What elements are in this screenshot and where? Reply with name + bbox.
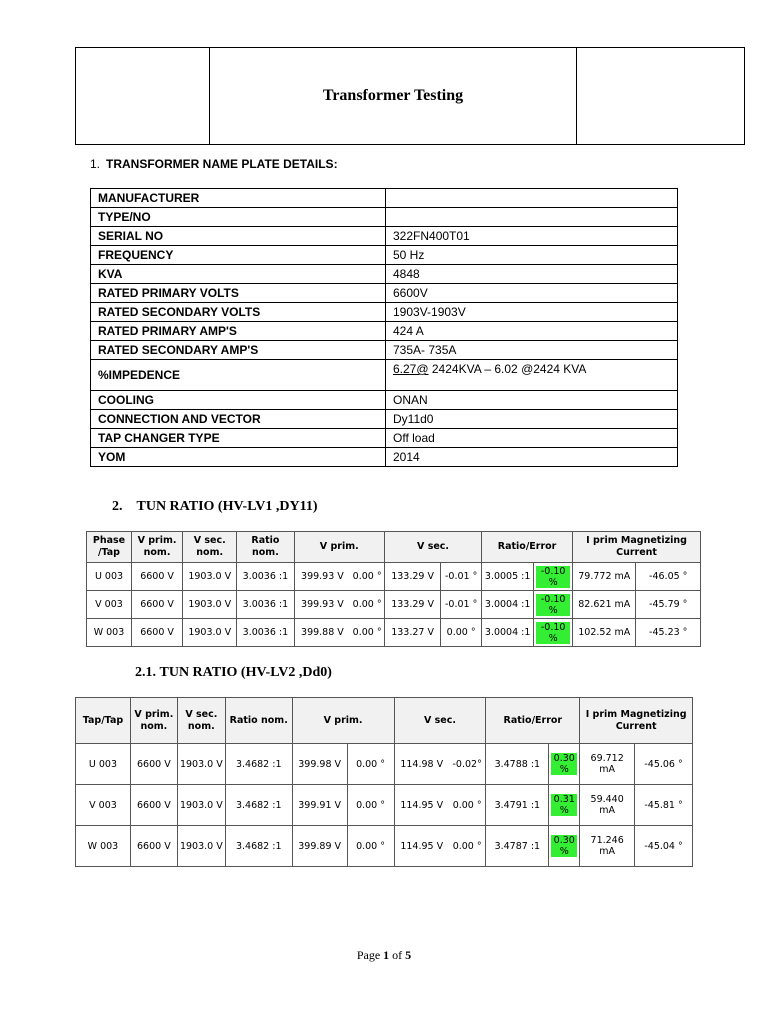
nameplate-label: RATED SECONDARY AMP'S — [91, 341, 386, 360]
cell-v-sec-angle: -0.01 ° — [441, 563, 482, 591]
nameplate-value: 735A- 735A — [386, 341, 678, 360]
cell-v-prim-nom: 6600 V — [130, 785, 177, 826]
cell-ratio-nom: 3.4682 :1 — [225, 826, 292, 867]
col-header-v-prim: V prim. — [294, 532, 384, 563]
nameplate-value: ONAN — [386, 391, 678, 410]
nameplate-label: RATED PRIMARY VOLTS — [91, 284, 386, 303]
nameplate-value: 2014 — [386, 448, 678, 467]
section-1-title: TRANSFORMER NAME PLATE DETAILS: — [106, 157, 338, 171]
turns-ratio-table-lv1 — [86, 531, 701, 647]
cell-v-prim-angle: 0.00 ° — [347, 785, 394, 826]
section-1-number: 1. — [90, 157, 101, 171]
nameplate-row — [91, 391, 678, 410]
cell-i-prim-angle: -45.04 ° — [635, 826, 693, 867]
nameplate-row — [91, 429, 678, 448]
cell-ratio: 3.4791 :1 — [486, 785, 549, 826]
cell-v-prim-nom: 6600 V — [131, 563, 182, 591]
cell-tap: V 003 — [76, 785, 131, 826]
table-row — [76, 826, 693, 867]
nameplate-label: FREQUENCY — [91, 246, 386, 265]
nameplate-value: Off load — [386, 429, 678, 448]
cell-v-sec: 114.95 V — [394, 785, 449, 826]
table-header-row — [76, 698, 693, 744]
cell-ratio-nom: 3.0036 :1 — [237, 591, 294, 619]
nameplate-label: TAP CHANGER TYPE — [91, 429, 386, 448]
nameplate-row — [91, 303, 678, 322]
footer-page-current: 1 — [383, 948, 390, 962]
col-header-i-prim: I prim Magnetizing Current — [580, 698, 693, 744]
cell-v-sec: 133.29 V — [384, 591, 440, 619]
col-header-v-sec-nom: V sec. nom. — [183, 532, 237, 563]
cell-v-sec-angle: 0.00 ° — [449, 826, 486, 867]
cell-error — [549, 785, 580, 826]
cell-i-prim: 102.52 mA — [573, 619, 636, 647]
nameplate-label: YOM — [91, 448, 386, 467]
nameplate-label: RATED SECONDARY VOLTS — [91, 303, 386, 322]
error-highlight: 0.30 % — [551, 835, 577, 857]
col-header-v-sec-nom: V sec. nom. — [177, 698, 225, 744]
cell-i-prim-angle: -45.06 ° — [635, 744, 693, 785]
cell-ratio: 3.0004 :1 — [482, 619, 534, 647]
nameplate-value: 1903V-1903V — [386, 303, 678, 322]
cell-v-prim-nom: 6600 V — [131, 591, 182, 619]
cell-v-sec-nom: 1903.0 V — [183, 563, 237, 591]
impedance-value-rest: 2424KVA – 6.02 @2424 KVA — [428, 362, 587, 376]
footer-page-word: Page — [356, 948, 381, 962]
error-highlight: 0.30 % — [551, 753, 577, 775]
footer-page-total: 5 — [405, 948, 412, 962]
cell-i-prim-angle: -45.79 ° — [636, 591, 701, 619]
cell-i-prim-angle: -45.23 ° — [636, 619, 701, 647]
cell-v-prim-angle: 0.00 ° — [350, 591, 384, 619]
cell-v-prim-angle: 0.00 ° — [347, 744, 394, 785]
nameplate-value — [386, 208, 678, 227]
nameplate-row — [91, 208, 678, 227]
cell-v-sec-nom: 1903.0 V — [177, 826, 225, 867]
cell-i-prim: 71.246 mA — [580, 826, 635, 867]
error-highlight: -0.10 % — [536, 622, 570, 644]
section-2-heading: 2. TUN RATIO (HV-LV1 ,DY11) — [112, 499, 318, 514]
nameplate-label: MANUFACTURER — [91, 189, 386, 208]
nameplate-row — [91, 227, 678, 246]
cell-v-sec-angle: 0.00 ° — [441, 619, 482, 647]
cell-ratio-nom: 3.0036 :1 — [237, 563, 294, 591]
cell-v-prim-angle: 0.00 ° — [350, 619, 384, 647]
cell-i-prim-angle: -45.81 ° — [635, 785, 693, 826]
nameplate-row — [91, 246, 678, 265]
nameplate-row — [91, 341, 678, 360]
cell-tap: U 003 — [87, 563, 132, 591]
col-header-i-prim: I prim Magnetizing Current — [573, 532, 701, 563]
nameplate-label: COOLING — [91, 391, 386, 410]
cell-v-sec-angle: -0.02° — [449, 744, 486, 785]
col-header-ratio-nom: Ratio nom. — [225, 698, 292, 744]
nameplate-label: KVA — [91, 265, 386, 284]
table-row — [87, 591, 701, 619]
cell-v-prim: 399.93 V — [294, 591, 350, 619]
cell-ratio-nom: 3.4682 :1 — [225, 744, 292, 785]
table-row — [76, 744, 693, 785]
col-header-ratio-error: Ratio/Error — [482, 532, 573, 563]
nameplate-value — [386, 360, 678, 391]
document-header — [75, 47, 745, 145]
cell-v-sec-angle: 0.00 ° — [449, 785, 486, 826]
cell-i-prim: 59.440 mA — [580, 785, 635, 826]
col-header-ratio-nom: Ratio nom. — [237, 532, 294, 563]
col-header-v-prim: V prim. — [292, 698, 394, 744]
cell-ratio: 3.4787 :1 — [486, 826, 549, 867]
cell-ratio-nom: 3.0036 :1 — [237, 619, 294, 647]
cell-v-prim-nom: 6600 V — [130, 744, 177, 785]
cell-tap: W 003 — [76, 826, 131, 867]
cell-v-prim: 399.93 V — [294, 563, 350, 591]
nameplate-value — [386, 189, 678, 208]
cell-v-prim-nom: 6600 V — [130, 826, 177, 867]
turns-ratio-table-lv2 — [75, 697, 693, 867]
cell-v-sec: 133.29 V — [384, 563, 440, 591]
impedance-underlined-value: 6.27@ — [393, 362, 429, 376]
table-row — [87, 619, 701, 647]
cell-v-sec: 114.98 V — [394, 744, 449, 785]
nameplate-value: 424 A — [386, 322, 678, 341]
cell-ratio: 3.0005 :1 — [482, 563, 534, 591]
cell-error — [534, 563, 573, 591]
cell-v-prim-angle: 0.00 ° — [347, 826, 394, 867]
nameplate-label: SERIAL NO — [91, 227, 386, 246]
col-header-v-sec: V sec. — [394, 698, 486, 744]
header-left-cell — [76, 48, 210, 145]
nameplate-row — [91, 360, 678, 391]
col-header-phase-tap: Phase /Tap — [87, 532, 132, 563]
cell-error — [549, 744, 580, 785]
cell-v-prim: 399.91 V — [292, 785, 347, 826]
nameplate-label: RATED PRIMARY AMP'S — [91, 322, 386, 341]
nameplate-row — [91, 410, 678, 429]
cell-v-sec-nom: 1903.0 V — [177, 744, 225, 785]
nameplate-value: 4848 — [386, 265, 678, 284]
document-title: Transformer Testing — [210, 48, 577, 145]
cell-v-prim: 399.88 V — [294, 619, 350, 647]
nameplate-row — [91, 189, 678, 208]
cell-tap: U 003 — [76, 744, 131, 785]
cell-error — [534, 591, 573, 619]
cell-error — [534, 619, 573, 647]
nameplate-table — [90, 188, 678, 467]
cell-error — [549, 826, 580, 867]
cell-ratio: 3.4788 :1 — [486, 744, 549, 785]
footer-of-word: of — [392, 948, 403, 962]
cell-ratio: 3.0004 :1 — [482, 591, 534, 619]
error-highlight: -0.10 % — [536, 566, 570, 588]
cell-tap: V 003 — [87, 591, 132, 619]
col-header-tap-tap: Tap/Tap — [76, 698, 131, 744]
cell-v-prim: 399.98 V — [292, 744, 347, 785]
error-highlight: 0.31 % — [551, 794, 577, 816]
section-2-1-heading: 2.1. TUN RATIO (HV-LV2 ,Dd0) — [135, 665, 332, 680]
nameplate-row — [91, 448, 678, 467]
cell-v-sec-nom: 1903.0 V — [177, 785, 225, 826]
cell-v-sec-nom: 1903.0 V — [183, 591, 237, 619]
page-footer — [0, 948, 768, 963]
error-highlight: -0.10 % — [536, 594, 570, 616]
nameplate-value: 322FN400T01 — [386, 227, 678, 246]
cell-v-sec: 133.27 V — [384, 619, 440, 647]
section-1-heading — [90, 157, 338, 171]
col-header-v-prim-nom: V prim. nom. — [130, 698, 177, 744]
cell-i-prim-angle: -46.05 ° — [636, 563, 701, 591]
nameplate-row — [91, 265, 678, 284]
col-header-v-prim-nom: V prim. nom. — [131, 532, 182, 563]
cell-v-sec: 114.95 V — [394, 826, 449, 867]
col-header-ratio-error: Ratio/Error — [486, 698, 580, 744]
nameplate-row — [91, 322, 678, 341]
table-header-row — [87, 532, 701, 563]
nameplate-value: 6600V — [386, 284, 678, 303]
cell-tap: W 003 — [87, 619, 132, 647]
cell-i-prim: 69.712 mA — [580, 744, 635, 785]
col-header-v-sec: V sec. — [384, 532, 481, 563]
nameplate-row — [91, 284, 678, 303]
cell-v-prim-nom: 6600 V — [131, 619, 182, 647]
cell-v-prim: 399.89 V — [292, 826, 347, 867]
nameplate-value: Dy11d0 — [386, 410, 678, 429]
cell-i-prim: 79.772 mA — [573, 563, 636, 591]
nameplate-value: 50 Hz — [386, 246, 678, 265]
cell-v-sec-nom: 1903.0 V — [183, 619, 237, 647]
table-row — [87, 563, 701, 591]
header-right-cell — [577, 48, 745, 145]
cell-i-prim: 82.621 mA — [573, 591, 636, 619]
table-row — [76, 785, 693, 826]
cell-v-prim-angle: 0.00 ° — [350, 563, 384, 591]
nameplate-label: CONNECTION AND VECTOR — [91, 410, 386, 429]
nameplate-label: %IMPEDENCE — [91, 360, 386, 391]
cell-ratio-nom: 3.4682 :1 — [225, 785, 292, 826]
cell-v-sec-angle: -0.01 ° — [441, 591, 482, 619]
nameplate-label: TYPE/NO — [91, 208, 386, 227]
